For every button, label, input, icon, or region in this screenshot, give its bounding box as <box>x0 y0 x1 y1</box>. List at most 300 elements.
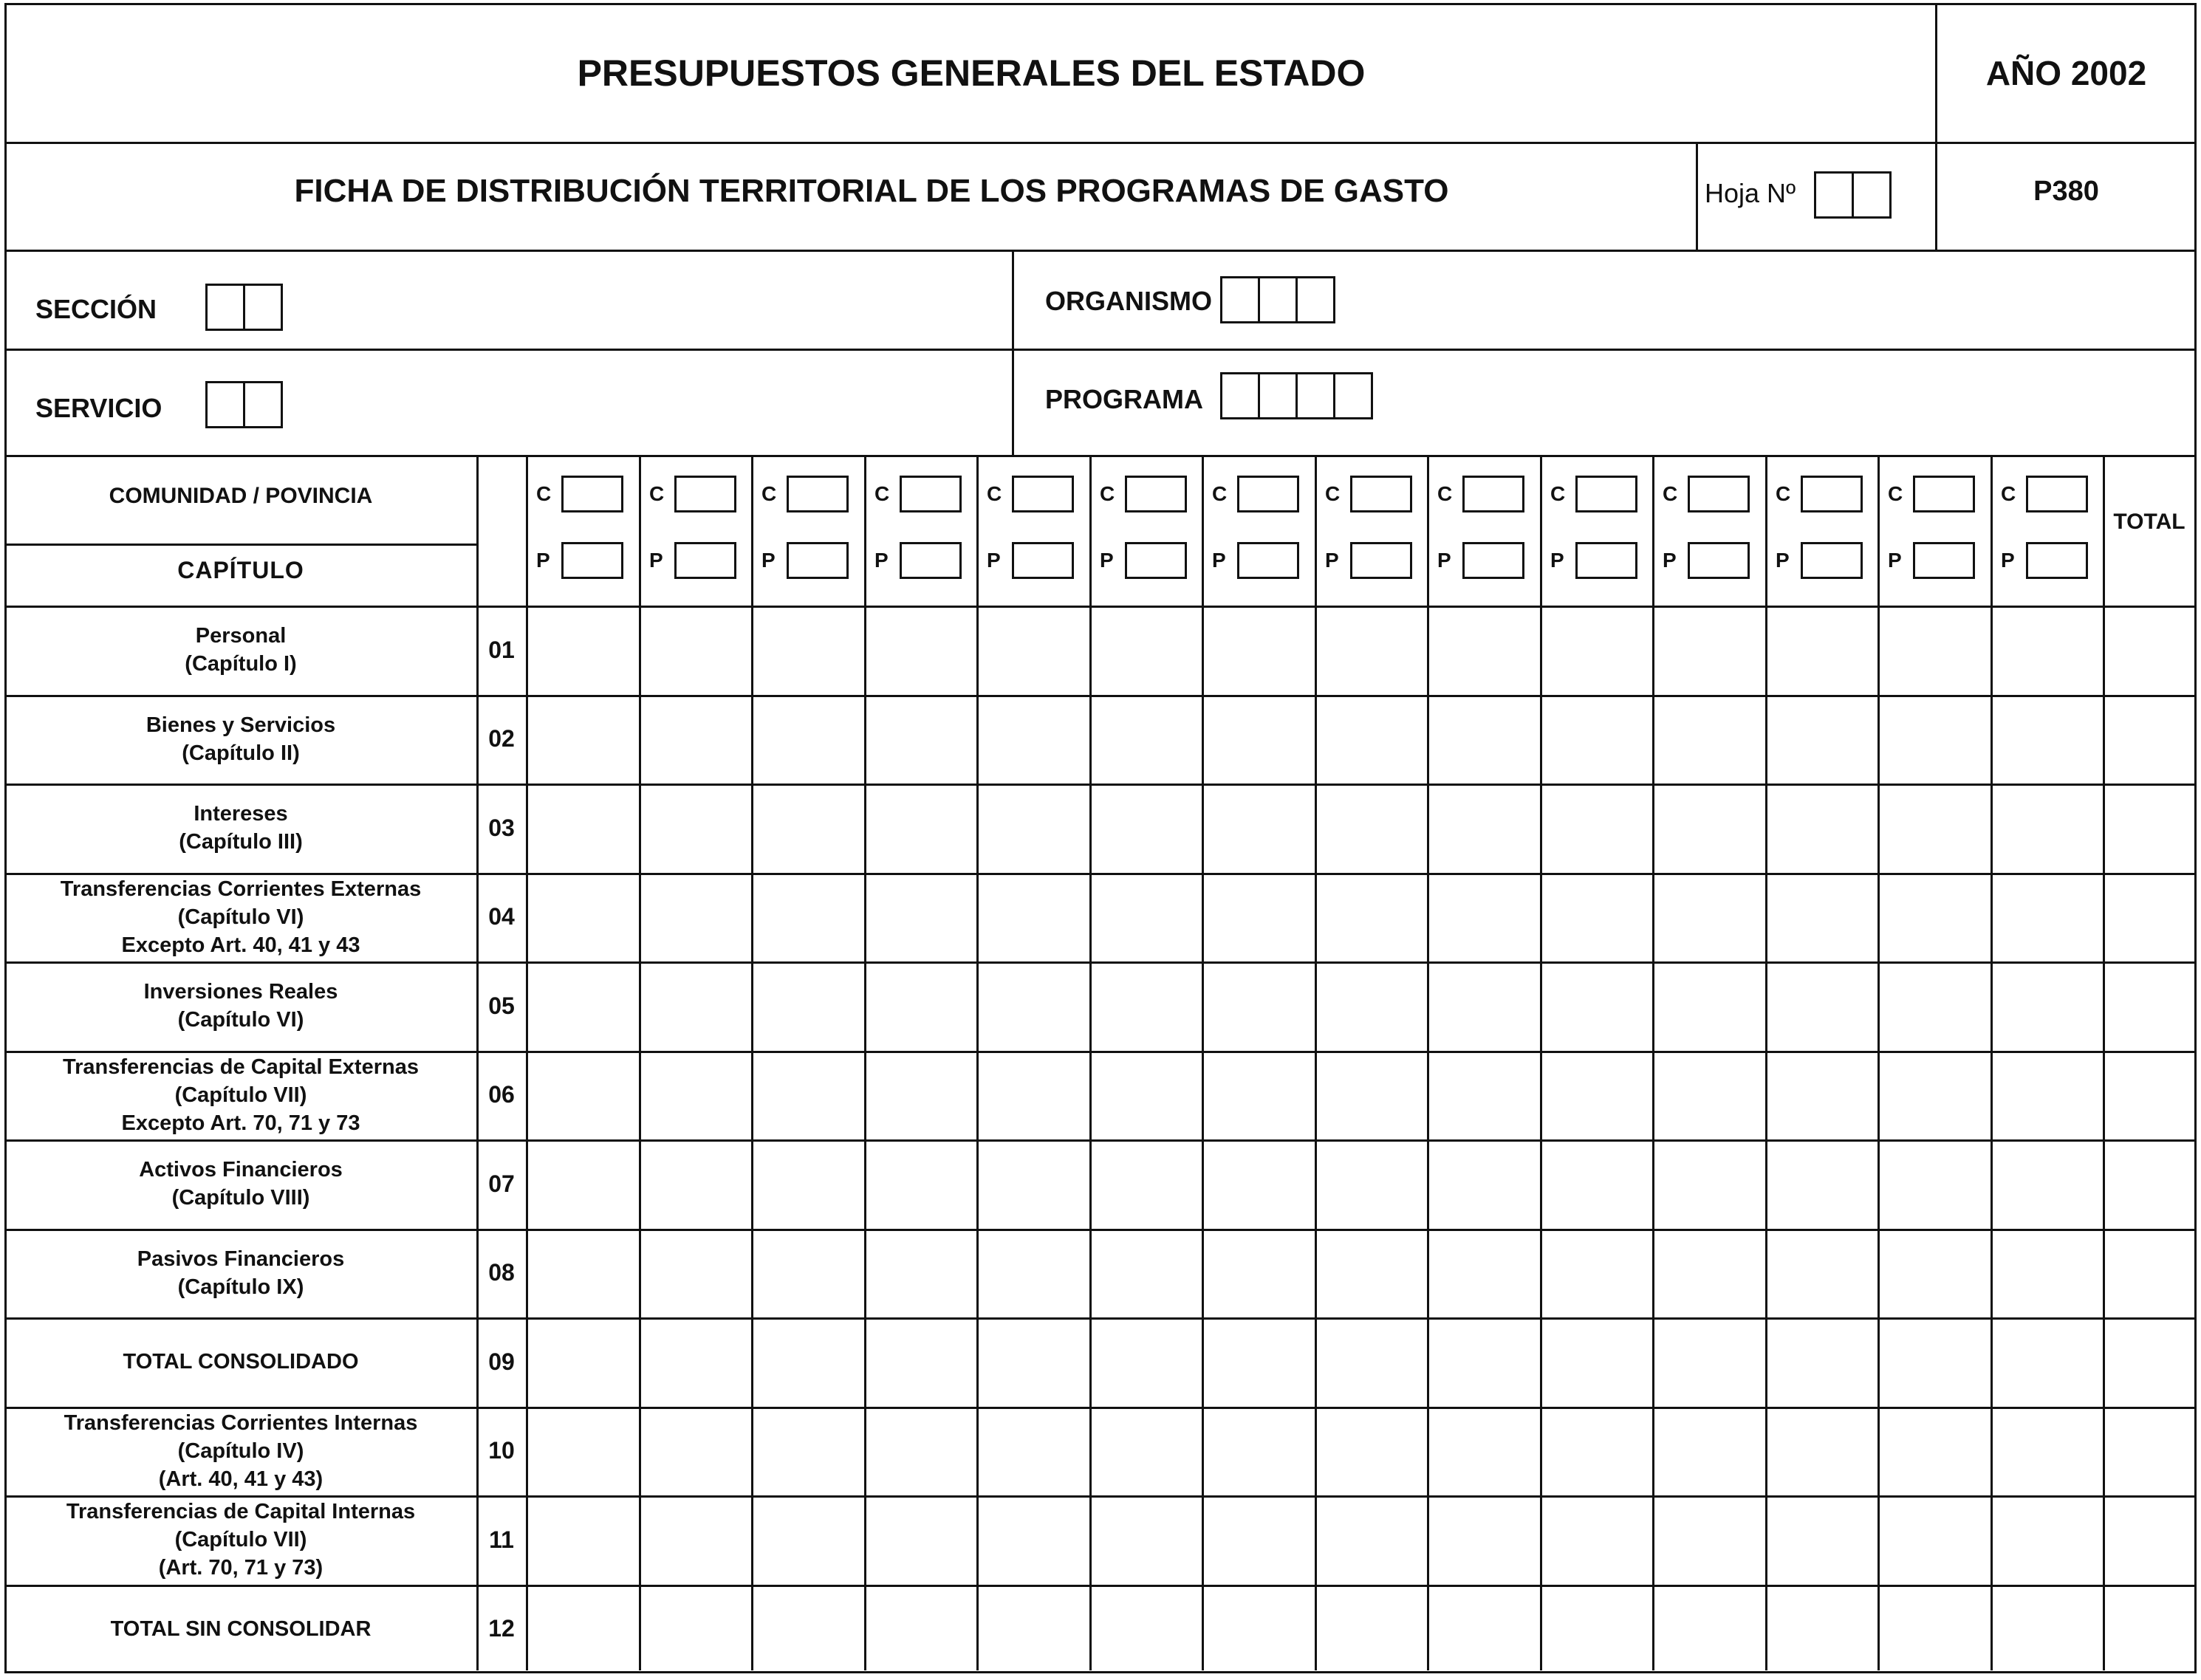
amount-cell[interactable] <box>1204 697 1315 782</box>
c-code-box[interactable] <box>1012 476 1074 512</box>
c-code-box[interactable] <box>1913 476 1975 512</box>
amount-cell[interactable] <box>1654 697 1765 782</box>
p-code-box[interactable] <box>900 542 962 579</box>
amount-cell[interactable] <box>1880 1142 1991 1227</box>
p-code-letter: P <box>649 549 663 572</box>
p-code-box[interactable] <box>1913 542 1975 579</box>
amount-cell[interactable] <box>1092 1587 1202 1672</box>
amount-cell[interactable] <box>866 964 977 1049</box>
amount-cell[interactable] <box>866 1587 977 1672</box>
amount-cell[interactable] <box>641 786 752 871</box>
amount-cell[interactable] <box>866 875 977 960</box>
c-code-letter: C <box>1550 482 1566 505</box>
row-label-line: Activos Financieros <box>139 1158 343 1182</box>
row-code: 07 <box>488 1170 515 1197</box>
total-cell[interactable] <box>2105 1587 2194 1672</box>
c-code-field[interactable] <box>761 476 849 512</box>
row-label-line: (Capítulo IV) <box>177 1439 304 1463</box>
amount-cell[interactable] <box>1204 1587 1315 1672</box>
amount-cell[interactable] <box>979 608 1089 693</box>
c-code-letter: C <box>1100 482 1115 505</box>
p-code-letter: P <box>2001 549 2015 572</box>
amount-cell[interactable] <box>1429 1231 1540 1316</box>
p-code-field[interactable] <box>761 542 849 579</box>
row-label-line: Inversiones Reales <box>143 980 338 1004</box>
amount-cell[interactable] <box>979 1498 1089 1583</box>
amount-cell[interactable] <box>641 608 752 693</box>
amount-cell[interactable] <box>1429 608 1540 693</box>
p-code-field[interactable] <box>1212 542 1299 579</box>
amount-cell[interactable] <box>1654 1498 1765 1583</box>
amount-cell[interactable] <box>1993 1498 2104 1583</box>
total-cell[interactable] <box>2105 1053 2194 1138</box>
amount-cell[interactable] <box>866 1142 977 1227</box>
row-code: 04 <box>488 903 515 930</box>
c-code-field[interactable] <box>1550 476 1637 512</box>
c-code-field[interactable] <box>1212 476 1299 512</box>
row-label-line: (Capítulo IX) <box>177 1275 304 1299</box>
p-code-box[interactable] <box>787 542 849 579</box>
amount-cell[interactable] <box>1654 786 1765 871</box>
total-cell[interactable] <box>2105 786 2194 871</box>
c-code-letter: C <box>761 482 777 505</box>
row-label <box>7 1588 474 1671</box>
row-label-line: Excepto Art. 40, 41 y 43 <box>121 933 360 957</box>
c-code-box[interactable] <box>787 476 849 512</box>
sheet-number-field[interactable] <box>1814 171 1892 219</box>
c-code-box[interactable] <box>1462 476 1524 512</box>
amount-cell[interactable] <box>753 964 864 1049</box>
row-label-line: TOTAL SIN CONSOLIDAR <box>110 1616 372 1641</box>
header-divider <box>1935 3 1937 251</box>
amount-cell[interactable] <box>1542 1053 1653 1138</box>
amount-cell[interactable] <box>1204 1231 1315 1316</box>
amount-cell[interactable] <box>528 697 639 782</box>
p-code-box[interactable] <box>1801 542 1863 579</box>
p-code-letter: P <box>987 549 1001 572</box>
amount-cell[interactable] <box>1767 1142 1878 1227</box>
amount-cell[interactable] <box>1880 1587 1991 1672</box>
c-code-box[interactable] <box>1688 476 1750 512</box>
amount-cell[interactable] <box>528 875 639 960</box>
p-code-letter: P <box>1325 549 1339 572</box>
amount-cell[interactable] <box>1767 1053 1878 1138</box>
amount-cell[interactable] <box>1880 875 1991 960</box>
amount-cell[interactable] <box>866 1498 977 1583</box>
p-code-field[interactable] <box>1888 542 1975 579</box>
p-code-letter: P <box>536 549 550 572</box>
amount-cell[interactable] <box>979 1409 1089 1494</box>
row-label-line: (Capítulo III) <box>179 830 303 854</box>
amount-cell[interactable] <box>1542 1409 1653 1494</box>
amount-cell[interactable] <box>1092 964 1202 1049</box>
total-cell[interactable] <box>2105 697 2194 782</box>
amount-cell[interactable] <box>1542 697 1653 782</box>
amount-cell[interactable] <box>1204 1053 1315 1138</box>
amount-cell[interactable] <box>866 697 977 782</box>
p-code-box[interactable] <box>674 542 736 579</box>
amount-cell[interactable] <box>528 1053 639 1138</box>
amount-cell[interactable] <box>1993 875 2104 960</box>
total-cell[interactable] <box>2105 875 2194 960</box>
amount-cell[interactable] <box>1880 1320 1991 1405</box>
c-code-box[interactable] <box>1575 476 1637 512</box>
amount-cell[interactable] <box>1429 786 1540 871</box>
amount-cell[interactable] <box>1092 1231 1202 1316</box>
c-code-letter: C <box>649 482 665 505</box>
amount-cell[interactable] <box>1542 1498 1653 1583</box>
amount-cell[interactable] <box>1993 1409 2104 1494</box>
amount-cell[interactable] <box>1880 1231 1991 1316</box>
row-label-line: Bienes y Servicios <box>146 713 336 737</box>
amount-cell[interactable] <box>1880 1409 1991 1494</box>
amount-cell[interactable] <box>641 1587 752 1672</box>
row-code: 12 <box>488 1615 515 1642</box>
row-label <box>7 1410 474 1493</box>
total-cell[interactable] <box>2105 1498 2194 1583</box>
p-code-letter: P <box>1663 549 1677 572</box>
p-code-letter: P <box>1888 549 1902 572</box>
sheet-divider <box>1696 142 1698 251</box>
amount-cell[interactable] <box>866 608 977 693</box>
amount-cell[interactable] <box>1429 875 1540 960</box>
amount-cell[interactable] <box>1654 1053 1765 1138</box>
c-code-field[interactable] <box>1100 476 1187 512</box>
row-label-line: (Capítulo VII) <box>174 1083 307 1107</box>
servicio-label: SERVICIO <box>35 393 162 423</box>
p-code-box[interactable] <box>2026 542 2088 579</box>
p-code-box[interactable] <box>1575 542 1637 579</box>
amount-cell[interactable] <box>1092 1053 1202 1138</box>
c-code-box[interactable] <box>2026 476 2088 512</box>
amount-cell[interactable] <box>979 1320 1089 1405</box>
amount-cell[interactable] <box>866 1053 977 1138</box>
amount-cell[interactable] <box>1542 875 1653 960</box>
row-label-line: (Art. 40, 41 y 43) <box>158 1467 324 1491</box>
amount-cell[interactable] <box>528 1231 639 1316</box>
programa-field[interactable] <box>1220 372 1373 419</box>
amount-cell[interactable] <box>528 786 639 871</box>
amount-cell[interactable] <box>1767 608 1878 693</box>
c-code-letter: C <box>1325 482 1341 505</box>
amount-cell[interactable] <box>1092 608 1202 693</box>
p-code-field[interactable] <box>987 542 1074 579</box>
row-code: 03 <box>488 814 515 841</box>
sheet-number-label: Hoja Nº <box>1705 178 1796 208</box>
amount-cell[interactable] <box>641 1320 752 1405</box>
amount-cell[interactable] <box>1204 1142 1315 1227</box>
c-code-letter: C <box>874 482 890 505</box>
amount-cell[interactable] <box>753 1498 864 1583</box>
amount-cell[interactable] <box>979 1587 1089 1672</box>
total-column-label: TOTAL <box>2113 510 2185 534</box>
amount-cell[interactable] <box>753 1587 864 1672</box>
c-code-field[interactable] <box>1776 476 1863 512</box>
amount-cell[interactable] <box>1542 964 1653 1049</box>
amount-cell[interactable] <box>528 1587 639 1672</box>
total-cell[interactable] <box>2105 964 2194 1049</box>
amount-cell[interactable] <box>866 1409 977 1494</box>
amount-cell[interactable] <box>1317 875 1428 960</box>
p-code-field[interactable] <box>1550 542 1637 579</box>
amount-cell[interactable] <box>1317 697 1428 782</box>
c-code-letter: C <box>1663 482 1678 505</box>
c-code-box[interactable] <box>674 476 736 512</box>
amount-cell[interactable] <box>1767 1409 1878 1494</box>
c-code-box[interactable] <box>1350 476 1412 512</box>
year-label: AÑO 2002 <box>1985 54 2147 92</box>
c-code-field[interactable] <box>1888 476 1975 512</box>
amount-cell[interactable] <box>528 1409 639 1494</box>
row-code: 11 <box>489 1526 514 1553</box>
p-code-box[interactable] <box>1237 542 1299 579</box>
capitulo-rule <box>4 544 477 546</box>
amount-cell[interactable] <box>1767 1320 1878 1405</box>
amount-cell[interactable] <box>979 1142 1089 1227</box>
amount-cell[interactable] <box>1993 608 2104 693</box>
p-code-box[interactable] <box>1125 542 1187 579</box>
amount-cell[interactable] <box>1092 786 1202 871</box>
amount-cell[interactable] <box>1542 1587 1653 1672</box>
total-cell[interactable] <box>2105 608 2194 693</box>
c-code-letter: C <box>2001 482 2016 505</box>
amount-cell[interactable] <box>1993 1142 2104 1227</box>
amount-cell[interactable] <box>979 964 1089 1049</box>
c-code-box[interactable] <box>561 476 623 512</box>
amount-cell[interactable] <box>1767 1587 1878 1672</box>
amount-cell[interactable] <box>753 1320 864 1405</box>
amount-cell[interactable] <box>1317 1231 1428 1316</box>
total-cell[interactable] <box>2105 1409 2194 1494</box>
amount-cell[interactable] <box>1654 964 1765 1049</box>
amount-cell[interactable] <box>1204 608 1315 693</box>
amount-cell[interactable] <box>1880 608 1991 693</box>
amount-cell[interactable] <box>753 875 864 960</box>
p-code-box[interactable] <box>1350 542 1412 579</box>
amount-cell[interactable] <box>1204 1320 1315 1405</box>
c-code-field[interactable] <box>874 476 962 512</box>
row-label <box>7 876 474 959</box>
p-code-field[interactable] <box>1437 542 1524 579</box>
amount-cell[interactable] <box>1429 1053 1540 1138</box>
amount-cell[interactable] <box>528 1498 639 1583</box>
amount-cell[interactable] <box>1204 1498 1315 1583</box>
amount-cell[interactable] <box>528 1142 639 1227</box>
p-code-field[interactable] <box>1663 542 1750 579</box>
row-label <box>7 1498 474 1582</box>
amount-cell[interactable] <box>1092 1320 1202 1405</box>
p-code-box[interactable] <box>1688 542 1750 579</box>
amount-cell[interactable] <box>1993 697 2104 782</box>
row-label-line: TOTAL CONSOLIDADO <box>123 1350 359 1374</box>
c-code-field[interactable] <box>1325 476 1412 512</box>
amount-cell[interactable] <box>528 964 639 1049</box>
amount-cell[interactable] <box>1542 786 1653 871</box>
row-code: 01 <box>488 636 515 663</box>
amount-cell[interactable] <box>1880 786 1991 871</box>
amount-cell[interactable] <box>1542 1231 1653 1316</box>
c-code-box[interactable] <box>900 476 962 512</box>
amount-cell[interactable] <box>1654 1409 1765 1494</box>
p-code-field[interactable] <box>1100 542 1187 579</box>
form-title: PRESUPUESTOS GENERALES DEL ESTADO <box>577 52 1366 94</box>
amount-cell[interactable] <box>979 875 1089 960</box>
amount-cell[interactable] <box>1317 964 1428 1049</box>
amount-cell[interactable] <box>1092 875 1202 960</box>
c-code-box[interactable] <box>1237 476 1299 512</box>
amount-cell[interactable] <box>1993 1587 2104 1672</box>
amount-cell[interactable] <box>1880 1053 1991 1138</box>
amount-cell[interactable] <box>1317 1587 1428 1672</box>
amount-cell[interactable] <box>1429 1142 1540 1227</box>
amount-cell[interactable] <box>1092 1142 1202 1227</box>
amount-cell[interactable] <box>1204 786 1315 871</box>
p-code-field[interactable] <box>536 542 623 579</box>
amount-cell[interactable] <box>1654 1587 1765 1672</box>
amount-cell[interactable] <box>1092 697 1202 782</box>
capitulo-label: CAPÍTULO <box>177 557 304 583</box>
seccion-field[interactable] <box>205 284 283 331</box>
amount-cell[interactable] <box>1654 1142 1765 1227</box>
amount-cell[interactable] <box>753 1409 864 1494</box>
subtitle-rule <box>4 250 2197 252</box>
p-code-field[interactable] <box>1325 542 1412 579</box>
fields-rule <box>4 349 2197 351</box>
c-code-box[interactable] <box>1801 476 1863 512</box>
amount-cell[interactable] <box>1429 1498 1540 1583</box>
servicio-field[interactable] <box>205 381 283 428</box>
amount-cell[interactable] <box>1654 1320 1765 1405</box>
amount-cell[interactable] <box>1204 964 1315 1049</box>
amount-cell[interactable] <box>1542 608 1653 693</box>
amount-cell[interactable] <box>1654 608 1765 693</box>
amount-cell[interactable] <box>979 1053 1089 1138</box>
amount-cell[interactable] <box>1880 1498 1991 1583</box>
amount-cell[interactable] <box>753 1231 864 1316</box>
c-code-field[interactable] <box>536 476 623 512</box>
p-code-box[interactable] <box>1462 542 1524 579</box>
amount-cell[interactable] <box>1317 1409 1428 1494</box>
amount-cell[interactable] <box>1993 786 2104 871</box>
amount-cell[interactable] <box>866 786 977 871</box>
amount-cell[interactable] <box>1317 1053 1428 1138</box>
amount-cell[interactable] <box>1429 964 1540 1049</box>
c-code-field[interactable] <box>987 476 1074 512</box>
amount-cell[interactable] <box>1429 1587 1540 1672</box>
total-cell[interactable] <box>2105 1142 2194 1227</box>
amount-cell[interactable] <box>1317 608 1428 693</box>
p-code-letter: P <box>1437 549 1451 572</box>
amount-cell[interactable] <box>1429 697 1540 782</box>
amount-cell[interactable] <box>1204 875 1315 960</box>
amount-cell[interactable] <box>753 786 864 871</box>
p-code-letter: P <box>761 549 776 572</box>
c-code-field[interactable] <box>1663 476 1750 512</box>
amount-cell[interactable] <box>1542 1320 1653 1405</box>
organismo-field[interactable] <box>1220 276 1335 323</box>
amount-cell[interactable] <box>641 1498 752 1583</box>
row-label-line: (Capítulo VII) <box>174 1528 307 1552</box>
c-code-field[interactable] <box>2001 476 2088 512</box>
row-code: 02 <box>488 725 515 752</box>
row-label-line: Transferencias Corrientes Externas <box>60 877 422 901</box>
row-label-line: (Capítulo II) <box>182 741 300 765</box>
row-code: 05 <box>488 992 515 1019</box>
amount-cell[interactable] <box>1317 1142 1428 1227</box>
amount-cell[interactable] <box>753 608 864 693</box>
total-cell[interactable] <box>2105 1231 2194 1316</box>
amount-cell[interactable] <box>1317 1498 1428 1583</box>
amount-cell[interactable] <box>979 1231 1089 1316</box>
amount-cell[interactable] <box>1317 1320 1428 1405</box>
p-code-field[interactable] <box>874 542 962 579</box>
amount-cell[interactable] <box>753 1053 864 1138</box>
p-code-field[interactable] <box>1776 542 1863 579</box>
c-code-field[interactable] <box>1437 476 1524 512</box>
amount-cell[interactable] <box>641 964 752 1049</box>
amount-cell[interactable] <box>1542 1142 1653 1227</box>
header-rule <box>4 142 2197 144</box>
amount-cell[interactable] <box>1767 964 1878 1049</box>
amount-cell[interactable] <box>1429 1320 1540 1405</box>
amount-cell[interactable] <box>1767 697 1878 782</box>
p-code-box[interactable] <box>1012 542 1074 579</box>
amount-cell[interactable] <box>979 697 1089 782</box>
amount-cell[interactable] <box>753 1142 864 1227</box>
amount-cell[interactable] <box>979 786 1089 871</box>
amount-cell[interactable] <box>1767 786 1878 871</box>
amount-cell[interactable] <box>1654 875 1765 960</box>
amount-cell[interactable] <box>1317 786 1428 871</box>
amount-cell[interactable] <box>753 697 864 782</box>
amount-cell[interactable] <box>866 1320 977 1405</box>
amount-cell[interactable] <box>1993 1053 2104 1138</box>
amount-cell[interactable] <box>528 1320 639 1405</box>
amount-cell[interactable] <box>1092 1409 1202 1494</box>
p-code-box[interactable] <box>561 542 623 579</box>
amount-cell[interactable] <box>641 1142 752 1227</box>
p-code-field[interactable] <box>2001 542 2088 579</box>
amount-cell[interactable] <box>1880 697 1991 782</box>
amount-cell[interactable] <box>641 875 752 960</box>
amount-cell[interactable] <box>1429 1409 1540 1494</box>
amount-cell[interactable] <box>866 1231 977 1316</box>
amount-cell[interactable] <box>641 1231 752 1316</box>
amount-cell[interactable] <box>1092 1498 1202 1583</box>
amount-cell[interactable] <box>1767 875 1878 960</box>
amount-cell[interactable] <box>1767 1231 1878 1316</box>
c-code-box[interactable] <box>1125 476 1187 512</box>
amount-cell[interactable] <box>1993 1320 2104 1405</box>
amount-cell[interactable] <box>1204 1409 1315 1494</box>
amount-cell[interactable] <box>641 697 752 782</box>
amount-cell[interactable] <box>1993 964 2104 1049</box>
amount-cell[interactable] <box>1654 1231 1765 1316</box>
row-label-line: Transferencias de Capital Internas <box>66 1500 416 1524</box>
amount-cell[interactable] <box>641 1053 752 1138</box>
amount-cell[interactable] <box>528 608 639 693</box>
amount-cell[interactable] <box>1767 1498 1878 1583</box>
total-cell[interactable] <box>2105 1320 2194 1405</box>
row-label <box>7 786 474 870</box>
p-code-field[interactable] <box>649 542 736 579</box>
c-code-field[interactable] <box>649 476 736 512</box>
amount-cell[interactable] <box>641 1409 752 1494</box>
c-code-letter: C <box>1437 482 1453 505</box>
row-label-line: (Capítulo VIII) <box>171 1186 310 1210</box>
amount-cell[interactable] <box>1880 964 1991 1049</box>
amount-cell[interactable] <box>1993 1231 2104 1316</box>
